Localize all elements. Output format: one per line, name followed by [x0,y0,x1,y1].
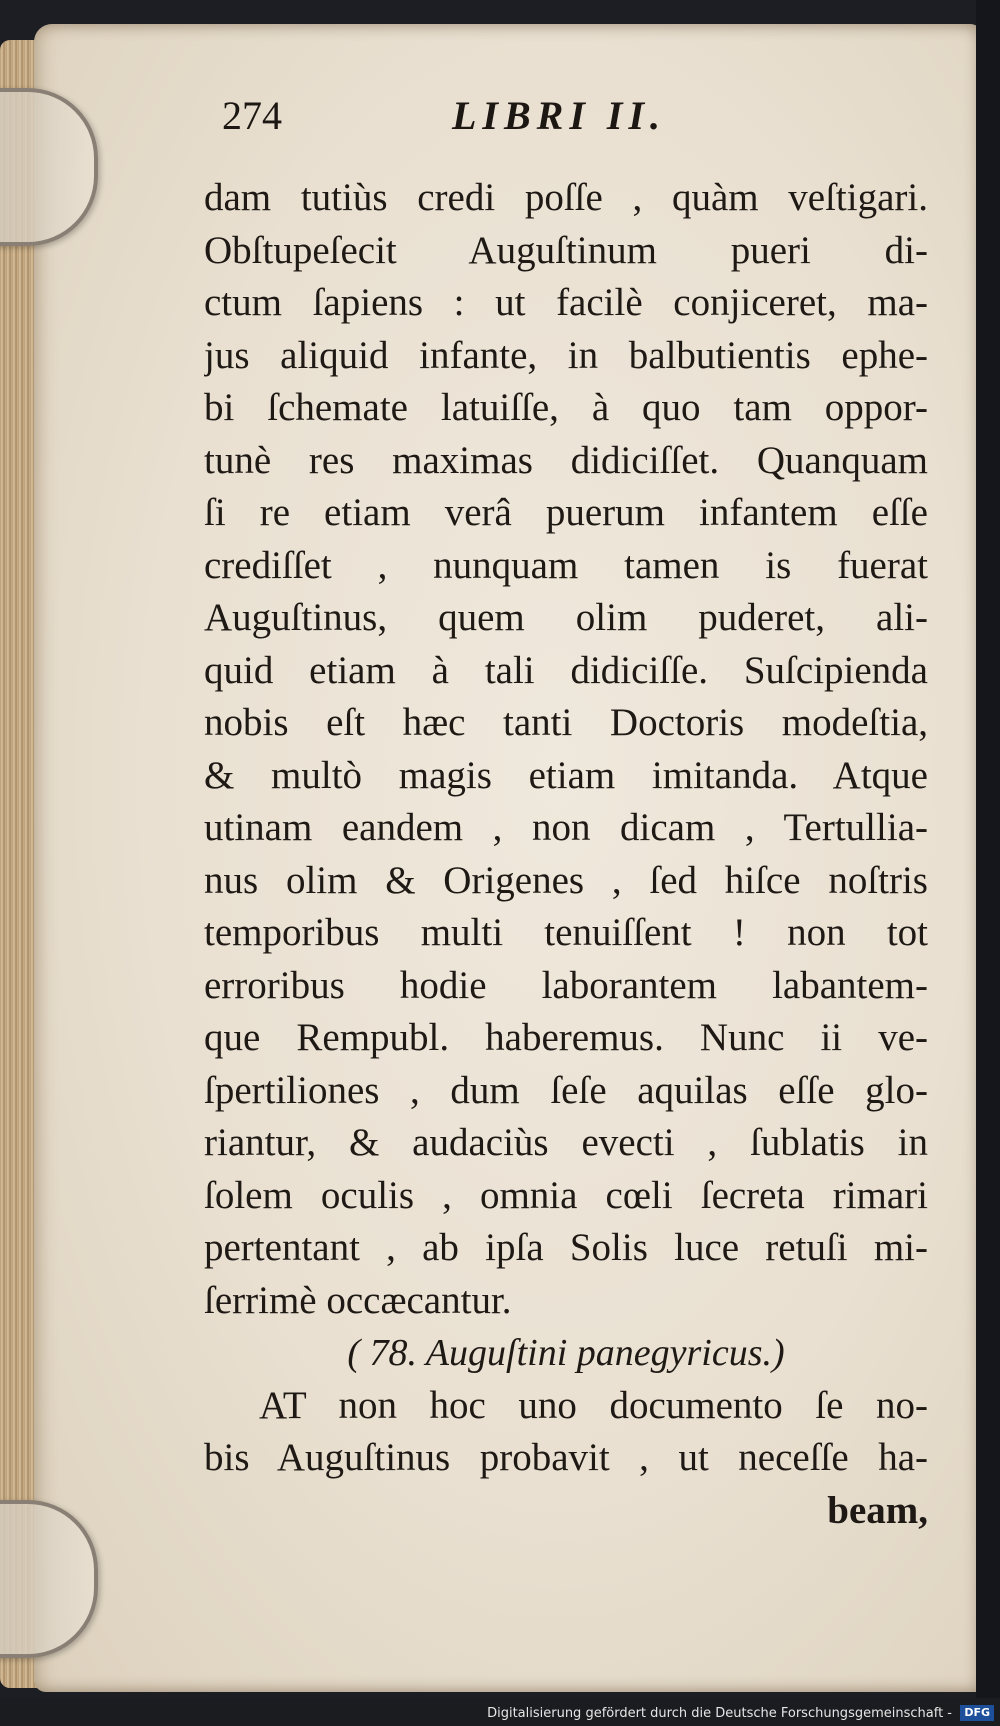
text-line: nus olim & Origenes , ſed hiſce noſtris [204,858,928,902]
text-line: Auguſtinus, quem olim puderet, ali- [204,596,928,639]
text-line: utinam eandem , non dicam , Tertullia- [204,806,928,849]
text-line: riantur, & audaciùs evecti , ſublatis in [204,1121,928,1164]
page-number: 274 [222,93,282,138]
running-head: LIBRI II. [452,93,667,138]
right-margin-strip [976,0,1000,1726]
text-line: Obſtupeſecit Auguſtinum pueri di- [204,228,928,272]
text-line: ſpertiliones , dum ſeſe aquilas eſſe glo- [204,1068,928,1112]
text-line: pertentant , ab ipſa Solis luce retuſi mi- [204,1226,928,1269]
text-line: temporibus multi tenuiſſent ! non tot [204,911,928,954]
text-line: & multò magis etiam imitanda. Atque [204,753,928,797]
text-line: ctum ſapiens : ut facilè conjiceret, ma- [204,281,928,324]
page-header [222,92,722,142]
text-line: nobis eſt hæc tanti Doctoris modeſtia, [204,701,928,744]
text-line: ſolem oculis , omnia cœli ſecreta rimari [204,1173,928,1217]
text-line: jus aliquid infante, in balbutientis ephe- [204,333,928,377]
footer-credit: Digitalisierung gefördert durch die Deutsche Forschungsgemeinschaft - [487,1706,952,1721]
text-line: ſerrimè occæcantur. [204,1278,512,1322]
footer-bar [0,1698,1000,1726]
text-line: bi ſchemate latuiſſe, à quo tam oppor- [204,386,928,429]
text-line: bis Auguſtinus probavit , ut neceſſe ha- [204,1436,928,1479]
text-line: que Rempubl. haberemus. Nunc ii ve- [204,1016,928,1059]
text-block [204,172,928,1537]
text-line: ſi re etiam verâ puerum infantem eſſe [204,491,928,534]
dfg-logo: DFG [960,1705,994,1721]
text-line: dam tutiùs credi poſſe , quàm veſtigari. [204,176,928,219]
text-line: erroribus hodie laborantem labantem- [204,963,928,1007]
catchword: beam, [827,1488,928,1532]
text-line: AT non hoc uno documento ſe no- [259,1383,928,1427]
text-line: crediſſet , nunquam tamen is fuerat [204,543,928,587]
section-heading: ( 78. Auguſtini panegyricus.) [347,1332,785,1374]
text-line: quid etiam à tali didiciſſe. Suſcipienda [204,648,928,692]
text-line: tunè res maximas didiciſſet. Quanquam [204,438,928,482]
